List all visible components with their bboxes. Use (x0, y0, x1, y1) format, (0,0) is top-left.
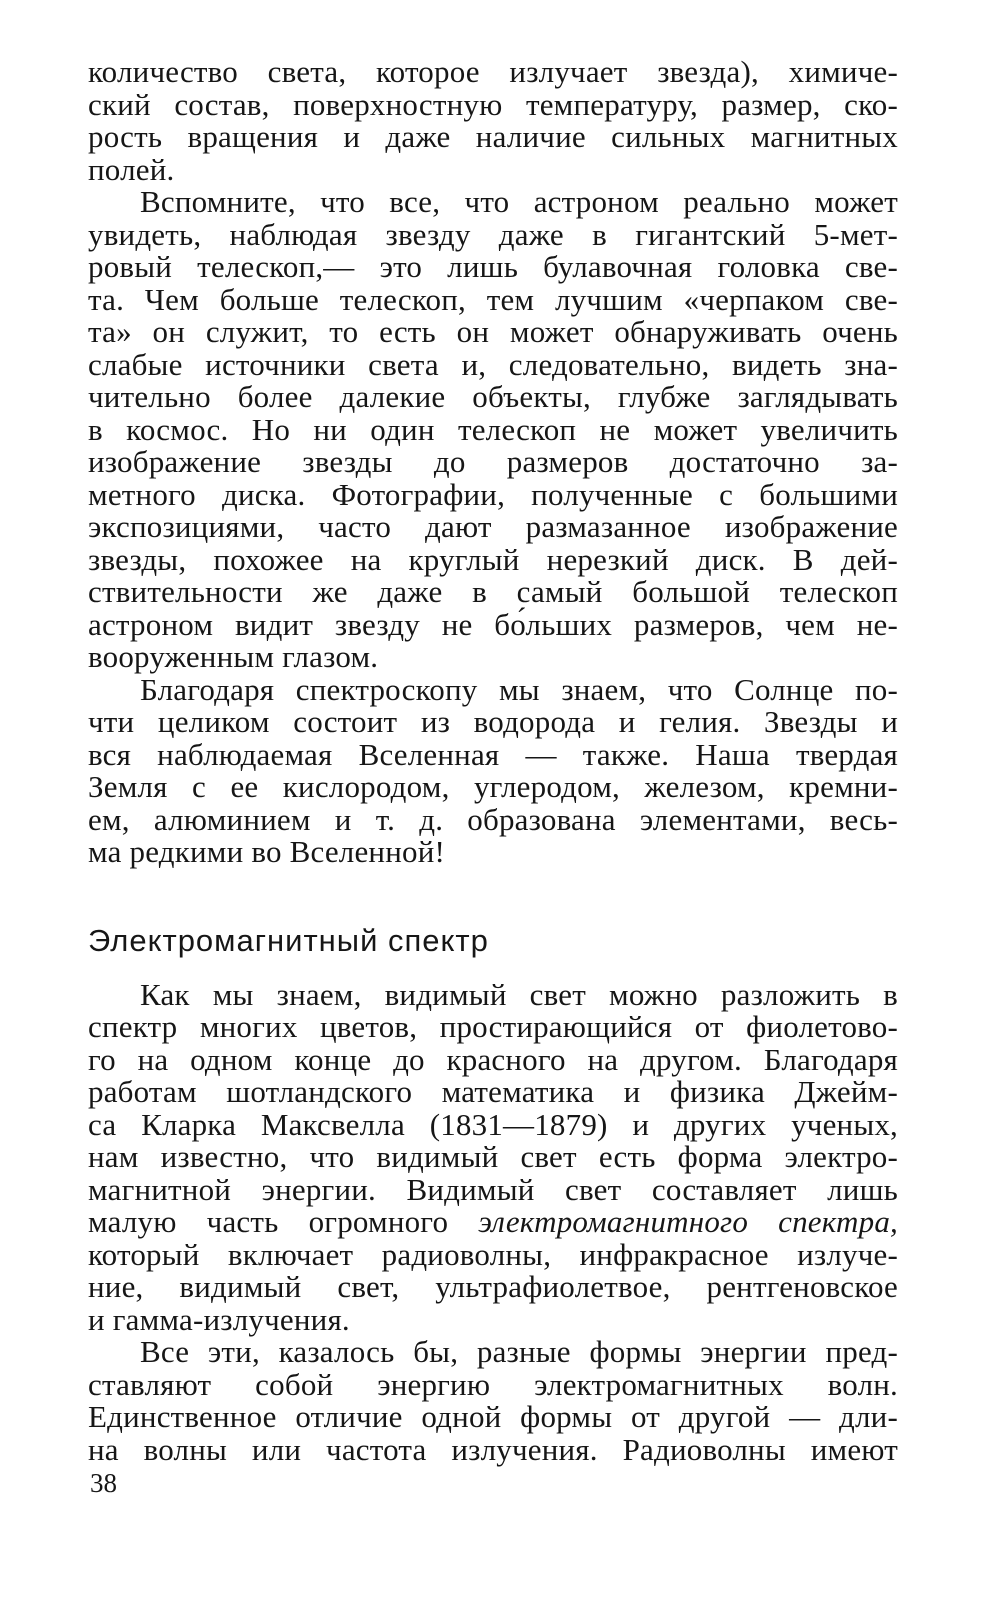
paragraph-continuation (88, 56, 898, 186)
paragraph-visible-light (88, 976, 898, 1337)
text-line: го на одном конце до красного на другом. Благодаря (88, 1041, 898, 1077)
text-line: экспозициями, часто дают размазанное изображение (88, 509, 898, 544)
text-line: Все эти, казалось бы, разные формы энергии пред- (140, 1334, 898, 1369)
text-line: количество света, которое излучает звезда), химиче- (88, 54, 898, 89)
text-line: чительно более далекие объекты, глубже заглядывать (88, 379, 898, 414)
paragraph-telescope (88, 186, 898, 674)
text-line: магнитной энергии. Видимый свет составляет лишь (88, 1171, 898, 1207)
text-line-with-emphasis (88, 1206, 898, 1239)
text-line: работам шотландского математика и физика Джейм- (88, 1074, 898, 1109)
text-line: ровый телескоп,— это лишь булавочная головка све- (88, 249, 898, 284)
text-line: Благодаря спектроскопу мы знаем, что Солнце по- (140, 671, 898, 707)
page-body (88, 56, 898, 1466)
text-line: Земля с ее кислородом, углеродом, железом, кремни- (88, 769, 898, 804)
paragraph-spectroscope (88, 671, 898, 869)
text-line: чти целиком состоит из водорода и гелия. Звезды и (88, 704, 898, 739)
text-line: та» он служит, то есть он может обнаруживать очень (88, 314, 898, 349)
text-line: который включает радиоволны, инфракрасное излуче- (88, 1236, 898, 1272)
text-line: са Кларка Максвелла (1831—1879) и других ученых, (88, 1106, 898, 1142)
text-line: астроном видит звезду не бо́льших размеров, чем не- (88, 606, 898, 642)
emphasized-term: электромагнитного спектра, (478, 1204, 898, 1239)
page-number: 38 (90, 1468, 117, 1498)
text-line: та. Чем больше телескоп, тем лучшим «черпаком све- (88, 281, 898, 317)
text-line: увидеть, наблюдая звезду даже в гигантский 5-мет- (88, 216, 898, 252)
text-line: ставляют собой энергию электромагнитных волн. (88, 1366, 898, 1402)
text-line: на волны или частота излучения. Радиоволны имеют (88, 1431, 898, 1467)
text-line: ствительности же даже в самый большой телескоп (88, 574, 898, 609)
text-line: Вспомните, что все, что астроном реально может (140, 184, 898, 219)
text-line: ский состав, поверхностную температуру, размер, ско- (88, 86, 898, 122)
text-line: метного диска. Фотографии, полученные с большими (88, 476, 898, 512)
text-line: ние, видимый свет, ультрафиолетвое, рентгеновское (88, 1269, 898, 1304)
text-line: рость вращения и даже наличие сильных магнитных (88, 119, 898, 154)
text-line: изображение звезды до размеров достаточно за- (88, 444, 898, 479)
text-line: ма редкими во Вселенной! (88, 834, 446, 869)
text-line: вся наблюдаемая Вселенная — также. Наша твердая (88, 736, 898, 772)
text-line: вооруженным глазом. (88, 639, 379, 674)
text-run: малую часть огромного (88, 1204, 479, 1239)
text-line: и гамма-излучения. (88, 1301, 350, 1337)
paragraph-energy-forms (88, 1336, 898, 1466)
text-line: ем, алюминием и т. д. образована элементами, весь- (88, 801, 898, 837)
text-line: полей. (88, 151, 175, 187)
text-line: Как мы знаем, видимый свет можно разложить в (140, 976, 898, 1012)
section-heading: Электромагнитный спектр (88, 922, 489, 958)
text-line: нам известно, что видимый свет есть форма электро- (88, 1139, 898, 1174)
text-line: в космос. Но ни один телескоп не может увеличить (88, 411, 898, 447)
text-line: Единственное отличие одной формы от другой — дли- (88, 1399, 898, 1434)
text-line: слабые источники света и, следовательно, видеть зна- (88, 346, 898, 382)
text-line: звезды, похожее на круглый нерезкий диск. В дей- (88, 541, 898, 577)
text-line: спектр многих цветов, простирающийся от фиолетово- (88, 1009, 898, 1044)
